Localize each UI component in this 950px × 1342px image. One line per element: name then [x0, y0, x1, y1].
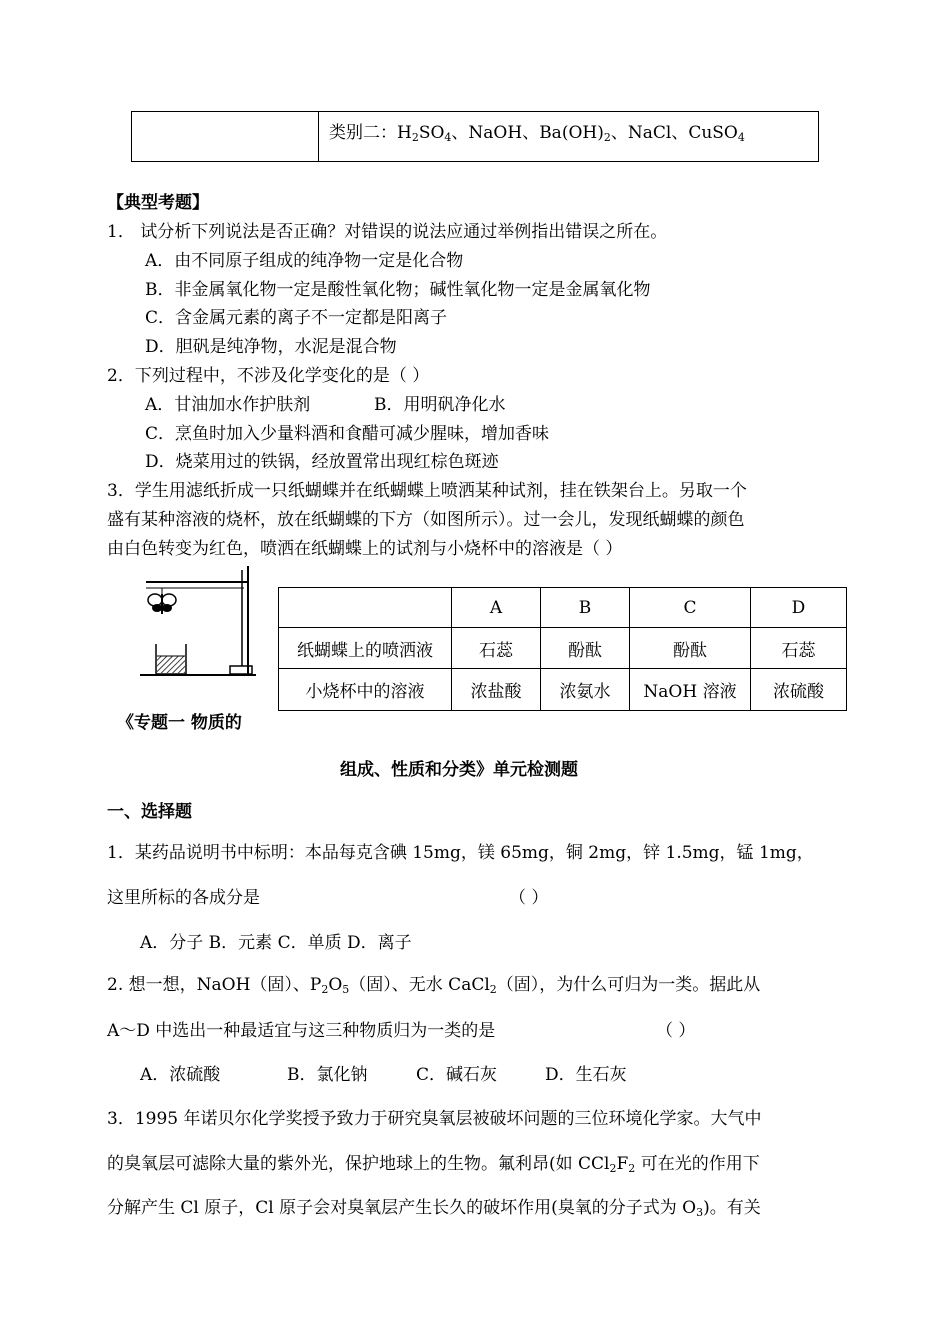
- table-header-cell: A: [452, 588, 541, 628]
- unit-q3-line-3: 分解产生 Cl 原子，Cl 原子会对臭氧层产生长久的破坏作用(臭氧的分子式为 $O_3$)。有关: [107, 1198, 761, 1219]
- unit-title-part-2: 组成、性质和分类》单元检测题: [340, 760, 578, 780]
- table-header-cell: D: [751, 588, 847, 628]
- unit-q1-answer-paren: （ ）: [509, 888, 549, 908]
- table-cell: 酚酞: [541, 628, 630, 669]
- unit-q3-line-1: 3．1995 年诺贝尔化学奖授予致力于研究臭氧层被破坏问题的三位环境化学家。大气中: [107, 1109, 762, 1129]
- table-header-cell: [279, 588, 452, 628]
- q1-option-d: D．胆矾是纯净物，水泥是混合物: [145, 337, 397, 357]
- q2-option-c: C．烹鱼时加入少量料酒和食醋可减少腥味，增加香味: [145, 424, 550, 444]
- table-cell: 酚酞: [630, 628, 751, 669]
- q1-option-a: A．由不同原子组成的纯净物一定是化合物: [145, 251, 464, 271]
- unit-q2-answer-paren: （ ）: [656, 1021, 696, 1041]
- butterfly-icon: [148, 594, 176, 614]
- table-cell: 小烧杯中的溶液: [279, 669, 452, 711]
- beaker-icon: [156, 644, 186, 674]
- table-cell: 纸蝴蝶上的喷洒液: [279, 628, 452, 669]
- q3-line-2: 盛有某种溶液的烧杯，放在纸蝴蝶的下方（如图所示）。过一会儿，发现纸蝴蝶的颜色: [107, 510, 745, 530]
- apparatus-figure: [136, 562, 258, 684]
- unit-q2-line-2: A～D 中选出一种最适宜与这三种物质归为一类的是: [107, 1021, 496, 1041]
- unit-q2-line-1: 2. 想一想，NaOH（固）、$P_2O_5$（固）、无水 CaCl$_2$（固），为什么可归为一类。据此从: [107, 975, 761, 996]
- table-cell: 石蕊: [452, 628, 541, 669]
- table-cell: 浓盐酸: [452, 669, 541, 711]
- q2-option-d: D．烧菜用过的铁锅，经放置常出现红棕色斑迹: [145, 452, 499, 472]
- table-cell: NaOH 溶液: [630, 669, 751, 711]
- q1-option-b: B．非金属氧化物一定是酸性氧化物；碱性氧化物一定是金属氧化物: [145, 280, 651, 300]
- q1-stem: 1． 试分析下列说法是否正确？对错误的说法应通过举例指出错误之所在。: [107, 222, 668, 242]
- top-table-category-cell: 类别二：$H_2SO_4$、NaOH、$Ba(OH)_2$、NaCl、CuSO$_4$: [319, 112, 819, 162]
- q2-option-b: B．用明矾净化水: [374, 395, 506, 415]
- table-header-cell: C: [630, 588, 751, 628]
- table-cell: 浓硫酸: [751, 669, 847, 711]
- top-table-empty-cell: [132, 112, 319, 162]
- unit-q1-options: A．分子 B．元素 C．单质 D．离子: [140, 933, 412, 953]
- unit-q1-line-2: 这里所标的各成分是: [107, 888, 260, 908]
- unit-q3-line-2: 的臭氧层可滤除大量的紫外光，保护地球上的生物。氟利昂(如 $CCl_2F_2$ 可在光的作用下: [107, 1154, 760, 1175]
- table-header-cell: B: [541, 588, 630, 628]
- q3-answer-table: [278, 587, 847, 711]
- unit-q2-option-b: B．氯化钠: [287, 1065, 368, 1085]
- unit-q2-option-d: D．生石灰: [545, 1065, 627, 1085]
- unit-q1-line-1: 1．某药品说明书中标明：本品每克含碘 15mg，镁 65mg，铜 2mg，锌 1.5mg，锰 1mg，: [107, 843, 814, 863]
- table-cell: 浓氨水: [541, 669, 630, 711]
- q3-line-1: 3．学生用滤纸折成一只纸蝴蝶并在纸蝴蝶上喷洒某种试剂，挂在铁架台上。另取一个: [107, 481, 747, 501]
- unit-q2-option-c: C．碱石灰: [416, 1065, 498, 1085]
- q2-option-a: A．甘油加水作护肤剂: [145, 395, 311, 415]
- unit-q2-option-a: A．浓硫酸: [140, 1065, 221, 1085]
- table-cell: 石蕊: [751, 628, 847, 669]
- top-table: [131, 111, 819, 162]
- section-heading: 一、选择题: [107, 802, 192, 822]
- unit-title-part-1: 《专题一 物质的: [117, 713, 242, 733]
- q1-option-c: C．含金属元素的离子不一定都是阳离子: [145, 308, 448, 328]
- typical-heading: 【典型考题】: [107, 193, 209, 213]
- q2-stem: 2．下列过程中，不涉及化学变化的是（ ）: [107, 366, 430, 386]
- q3-line-3: 由白色转变为红色，喷洒在纸蝴蝶上的试剂与小烧杯中的溶液是（ ）: [107, 539, 623, 559]
